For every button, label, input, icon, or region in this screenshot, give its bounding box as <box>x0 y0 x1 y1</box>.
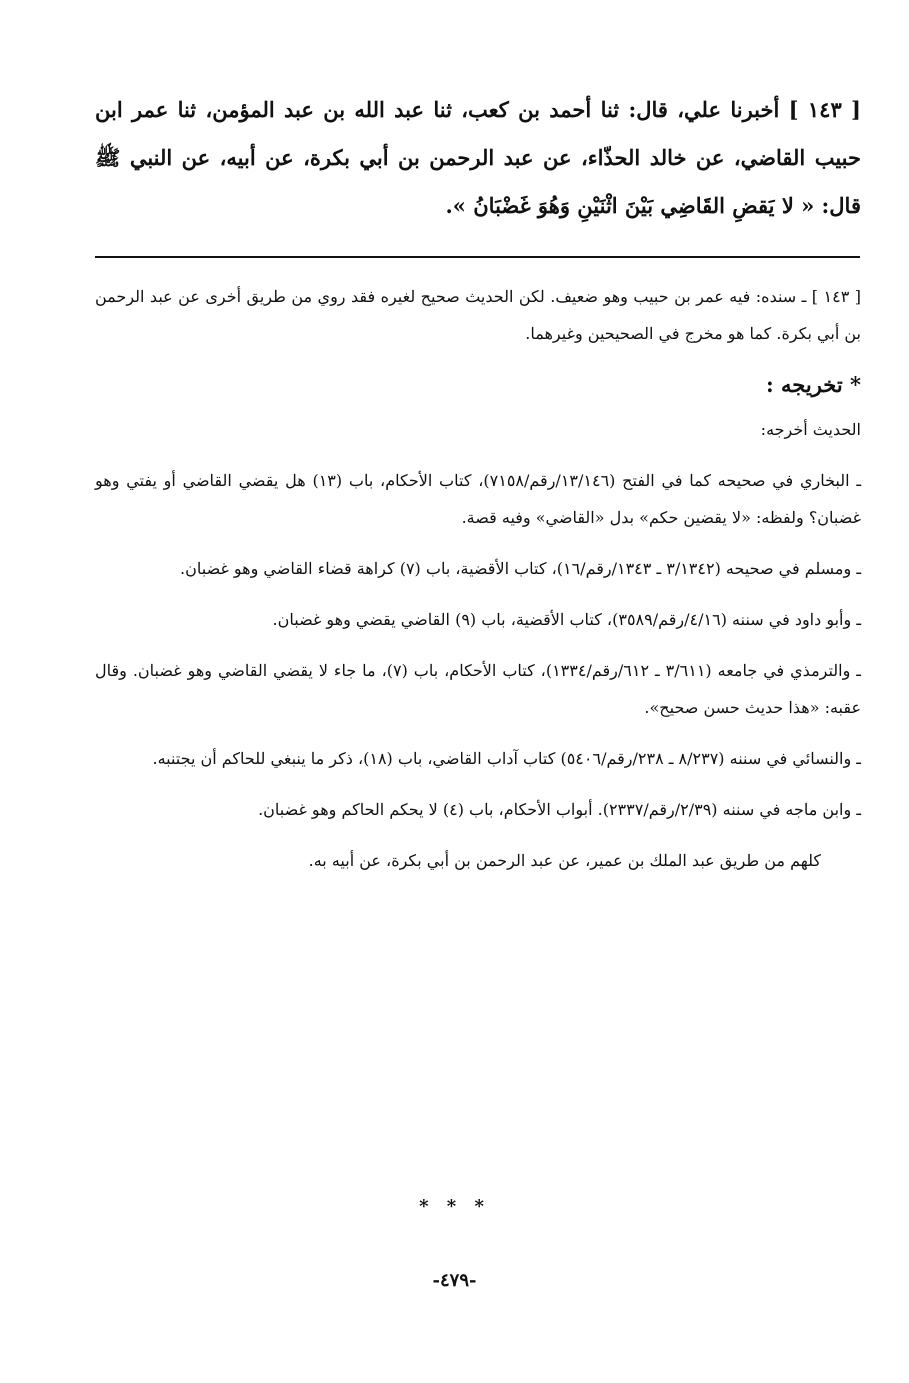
sanad-note: [ ١٤٣ ] ـ سنده: فيه عمر بن حبيب وهو ضعيف. لكن الحديث صحيح لغيره فقد روي من طريق أخرى عن عبد الرحمن بن أبي بكرة. كما هو مخرج في الصحيحين وغيرهما. <box>95 287 862 343</box>
footnotes-block <box>95 278 861 879</box>
page-number: -٤٧٩- <box>432 1270 477 1291</box>
section-separator: * * * <box>419 1196 490 1217</box>
source-muslim: ـ ومسلم في صحيحه (٣/١٣٤٢ ـ ١٣٤٣/رقم/١٦)، كتاب الأقضية، باب (٧) كراهة قضاء القاضي وهو غضبان. <box>180 559 861 578</box>
hadith-text: [ ١٤٣ ] أخبرنا علي، قال: ثنا أحمد بن كعب، ثنا عبد الله بن عبد المؤمن، ثنا عمر ابن حبيب القاضي، عن خالد الحذّاء، عن عبد الرحمن بن أبي بكرة، عن أبيه، عن النبي ﷺ قال: « لا يَقضِ القَاضِي بَيْنَ اثْنَيْنِ وَهُوَ غَضْبَانُ ». <box>95 97 861 218</box>
conclusion-note: كلهم من طريق عبد الملك بن عمير، عن عبد الرحمن بن أبي بكرة، عن أبيه به. <box>308 851 821 870</box>
source-tirmidhi: ـ والترمذي في جامعه (٣/٦١١ ـ ٦١٢/رقم/١٣٣٤)، كتاب الأحكام، باب (٧)، ما جاء لا يقضي القاضي وهو غضبان. وقال عقبه: «هذا حديث حسن صحيح». <box>95 661 861 717</box>
takhrij-intro: الحديث أخرجه: <box>760 420 861 439</box>
source-bukhari: ـ البخاري في صحيحه كما في الفتح (١٣/١٤٦/رقم/٧١٥٨)، كتاب الأحكام، باب (١٣) هل يقضي القاضي أو يفتي وهو غضبان؟ ولفظه: «لا يقضين حكم» بدل «القاضي» وفيه قصة. <box>95 471 862 527</box>
hadith-block <box>95 86 861 230</box>
source-abu-dawud: ـ وأبو داود في سننه (٤/١٦/رقم/٣٥٨٩)، كتاب الأقضية، باب (٩) القاضي يقضي وهو غضبان. <box>272 610 861 629</box>
footnote-divider <box>95 256 860 258</box>
source-ibn-majah: ـ وابن ماجه في سننه (٢/٣٩/رقم/٢٣٣٧). أبواب الأحكام، باب (٤) لا يحكم الحاكم وهو غضبان. <box>258 800 861 819</box>
source-nasai: ـ والنسائي في سننه (٨/٢٣٧ ـ ٢٣٨/رقم/٥٤٠٦) كتاب آداب القاضي، باب (١٨)، ذكر ما ينبغي للحاكم أن يجتنبه. <box>152 749 861 768</box>
takhrij-heading: * تخريجه : <box>765 372 861 397</box>
